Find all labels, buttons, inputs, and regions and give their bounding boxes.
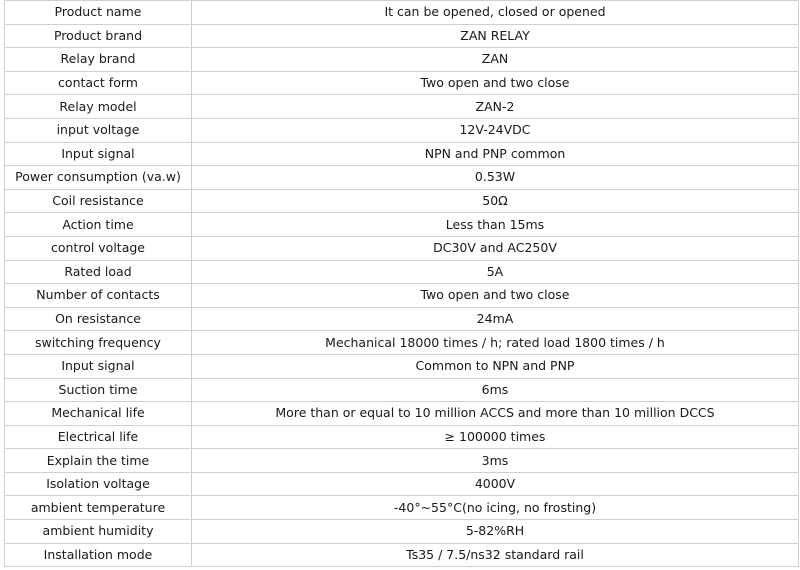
- table-row: [5, 472, 799, 496]
- spec-value: 12V-24VDC: [192, 118, 799, 142]
- spec-value: ZAN RELAY: [192, 24, 799, 48]
- table-row: [5, 24, 799, 48]
- spec-label: ambient humidity: [5, 520, 192, 544]
- spec-label: Relay brand: [5, 48, 192, 72]
- table-row: [5, 189, 799, 213]
- table-row: [5, 118, 799, 142]
- spec-label: Product brand: [5, 24, 192, 48]
- spec-value: DC30V and AC250V: [192, 236, 799, 260]
- spec-value: 3ms: [192, 449, 799, 473]
- spec-label: Rated load: [5, 260, 192, 284]
- table-row: [5, 1, 799, 25]
- table-row: [5, 260, 799, 284]
- table-row: [5, 95, 799, 119]
- table-row: [5, 307, 799, 331]
- spec-table-body: [5, 1, 799, 567]
- spec-value: 24mA: [192, 307, 799, 331]
- spec-label: Power consumption (va.w): [5, 166, 192, 190]
- spec-value: ≥ 100000 times: [192, 425, 799, 449]
- spec-value: More than or equal to 10 million ACCS and more than 10 million DCCS: [192, 402, 799, 426]
- spec-value: 5A: [192, 260, 799, 284]
- spec-table: [4, 0, 799, 567]
- table-row: [5, 425, 799, 449]
- spec-label: Explain the time: [5, 449, 192, 473]
- table-row: [5, 378, 799, 402]
- spec-value: ZAN-2: [192, 95, 799, 119]
- table-row: [5, 142, 799, 166]
- spec-value: Ts35 / 7.5/ns32 standard rail: [192, 543, 799, 567]
- spec-value: Two open and two close: [192, 71, 799, 95]
- spec-value: Less than 15ms: [192, 213, 799, 237]
- table-row: [5, 543, 799, 567]
- spec-label: control voltage: [5, 236, 192, 260]
- spec-label: Product name: [5, 1, 192, 25]
- table-row: [5, 520, 799, 544]
- table-row: [5, 166, 799, 190]
- spec-label: Mechanical life: [5, 402, 192, 426]
- spec-label: Installation mode: [5, 543, 192, 567]
- spec-label: contact form: [5, 71, 192, 95]
- spec-value: It can be opened, closed or opened: [192, 1, 799, 25]
- table-row: [5, 71, 799, 95]
- spec-value: 6ms: [192, 378, 799, 402]
- table-row: [5, 213, 799, 237]
- spec-value: 0.53W: [192, 166, 799, 190]
- spec-value: Common to NPN and PNP: [192, 354, 799, 378]
- table-row: [5, 402, 799, 426]
- spec-label: ambient temperature: [5, 496, 192, 520]
- table-row: [5, 284, 799, 308]
- spec-label: Action time: [5, 213, 192, 237]
- spec-value: 50Ω: [192, 189, 799, 213]
- spec-value: 4000V: [192, 472, 799, 496]
- table-row: [5, 496, 799, 520]
- spec-label: input voltage: [5, 118, 192, 142]
- spec-value: Two open and two close: [192, 284, 799, 308]
- table-row: [5, 48, 799, 72]
- table-row: [5, 354, 799, 378]
- spec-label: Suction time: [5, 378, 192, 402]
- spec-label: Electrical life: [5, 425, 192, 449]
- table-row: [5, 331, 799, 355]
- spec-label: Isolation voltage: [5, 472, 192, 496]
- spec-value: -40°~55°C(no icing, no frosting): [192, 496, 799, 520]
- spec-value: Mechanical 18000 times / h; rated load 1800 times / h: [192, 331, 799, 355]
- spec-label: switching frequency: [5, 331, 192, 355]
- spec-label: Input signal: [5, 142, 192, 166]
- table-row: [5, 449, 799, 473]
- spec-label: Number of contacts: [5, 284, 192, 308]
- spec-label: On resistance: [5, 307, 192, 331]
- spec-label: Relay model: [5, 95, 192, 119]
- spec-label: Coil resistance: [5, 189, 192, 213]
- spec-value: ZAN: [192, 48, 799, 72]
- table-row: [5, 236, 799, 260]
- spec-label: Input signal: [5, 354, 192, 378]
- spec-value: NPN and PNP common: [192, 142, 799, 166]
- spec-value: 5-82%RH: [192, 520, 799, 544]
